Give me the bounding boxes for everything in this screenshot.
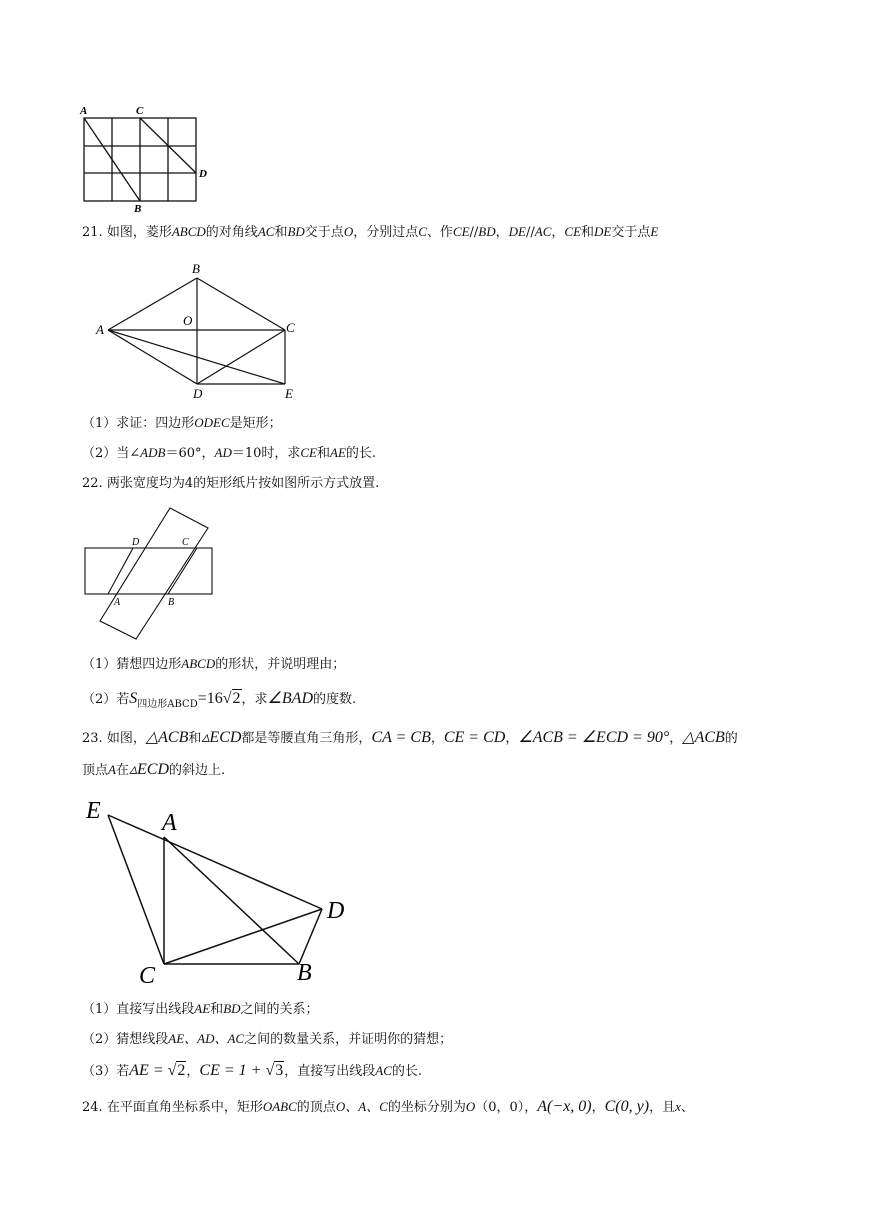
triangles-label-e: E xyxy=(86,798,101,824)
rhombus-label-b: B xyxy=(192,261,200,276)
q22-part2: （2）若$S_{四边形ABCD}=16√2$，求∠BAD的度数. xyxy=(82,690,357,710)
q23-number: 23. xyxy=(82,731,103,746)
q21-statement: 21. 如图，菱形ABCD的对角线AC和BD交于点O，分别过点C、作CE//BD，DE//AC，CE和DE交于点E xyxy=(82,224,659,240)
grid-figure xyxy=(74,100,214,215)
strips-label-d: D xyxy=(132,537,140,548)
q23-line2: 顶点A在▵ECD的斜边上. xyxy=(82,761,226,778)
grid-label-c: C xyxy=(136,105,144,117)
rhombus-label-c: C xyxy=(286,320,295,335)
q21-part1: （1）求证：四边形ODEC是矩形； xyxy=(82,415,282,431)
rhombus-label-a: A xyxy=(96,322,104,337)
rhombus-label-d: D xyxy=(193,386,203,401)
grid-label-a: A xyxy=(80,105,88,117)
strips-label-a: A xyxy=(114,597,121,608)
strips-label-b: B xyxy=(168,597,175,608)
rhombus-label-e: E xyxy=(285,386,293,401)
q22-number: 22. xyxy=(82,476,103,491)
q24-number: 24. xyxy=(82,1100,103,1115)
strips-label-c: C xyxy=(182,537,189,548)
triangles-label-b: B xyxy=(297,960,312,986)
triangles-figure xyxy=(80,790,370,990)
q23-part2: （2）猜想线段AE、AD、AC之间的数量关系，并证明你的猜想； xyxy=(82,1031,453,1047)
q24-statement: 24. 在平面直角坐标系中，矩形OABC的顶点O、A、C的坐标分别为O（0，0），A(−x, 0)，C(0, y)，且x、 xyxy=(82,1098,694,1115)
q23-line1: 23. 如图，△ACB和▵ECD都是等腰直角三角形，CA = CB，CE = CD，∠ACB = ∠ECD = 90°，△ACB的 xyxy=(82,729,738,746)
q22-statement: 22. 两张宽度均为4的矩形纸片按如图所示方式放置. xyxy=(82,476,380,491)
rhombus-figure xyxy=(90,258,310,403)
q23-part3: （3）若AE = √2，CE = 1 + √3，直接写出线段AC的长. xyxy=(82,1062,423,1079)
strips-figure xyxy=(80,503,230,645)
triangles-label-d: D xyxy=(327,898,345,924)
grid-label-b: B xyxy=(134,203,142,215)
q22-part1: （1）猜想四边形ABCD的形状，并说明理由； xyxy=(82,656,346,672)
triangles-label-c: C xyxy=(139,963,156,989)
grid-label-d: D xyxy=(199,168,207,180)
q21-part2: （2）当∠ADB＝60°，AD＝10时，求CE和AE的长. xyxy=(82,445,377,461)
q21-number: 21. xyxy=(82,225,103,240)
q23-part1: （1）直接写出线段AE和BD之间的关系； xyxy=(82,1001,319,1017)
rhombus-label-o: O xyxy=(183,313,193,328)
triangles-label-a: A xyxy=(162,810,177,836)
